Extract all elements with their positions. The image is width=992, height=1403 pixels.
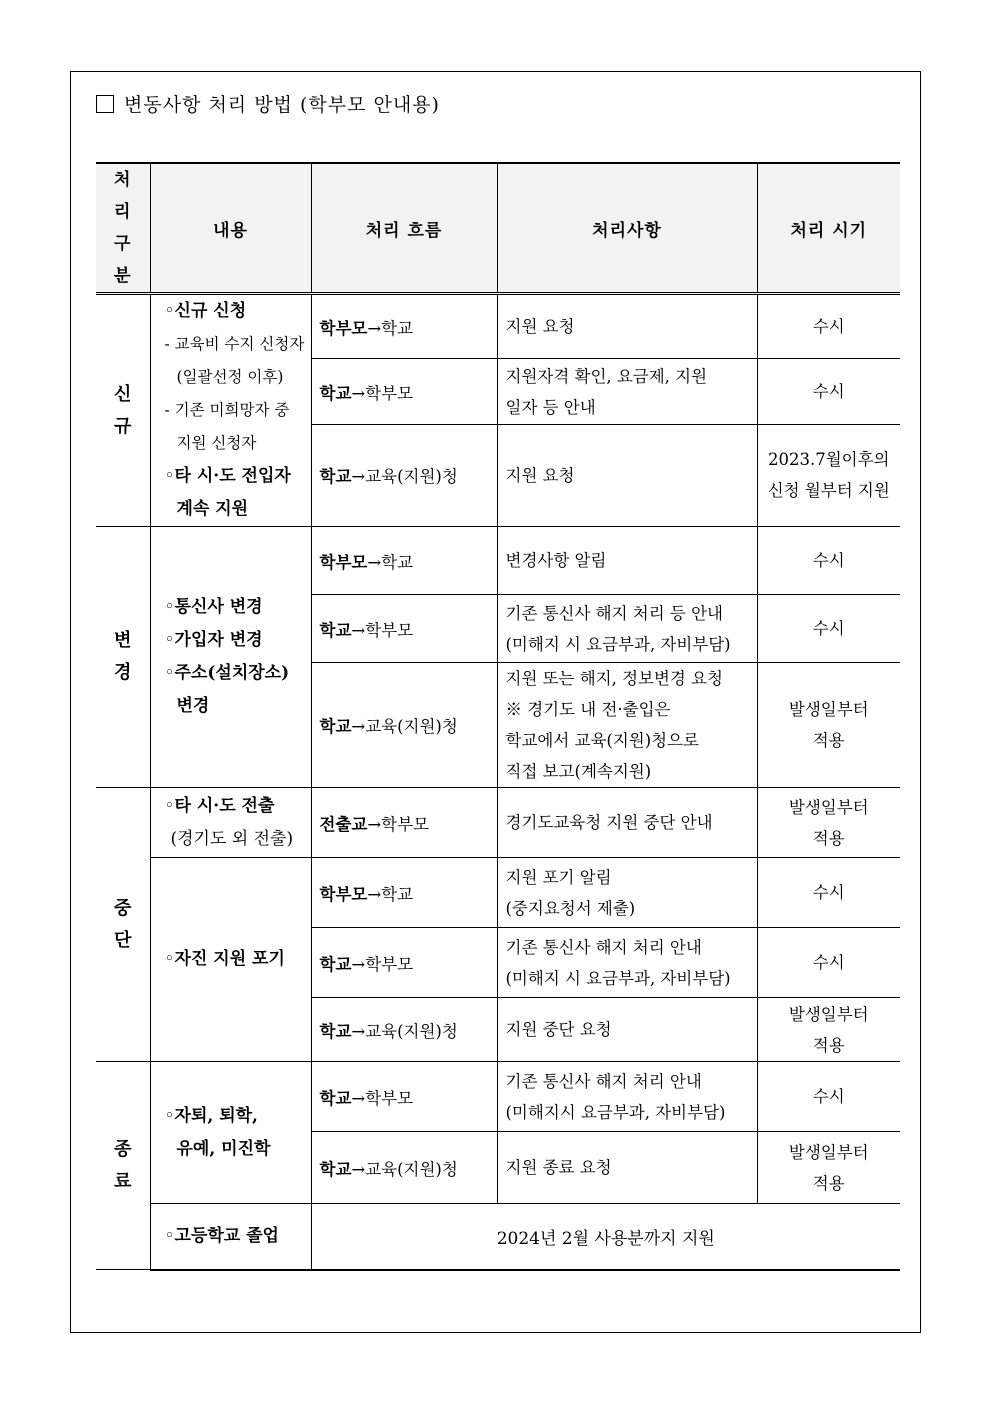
category-char: 경 — [114, 662, 132, 683]
category-change — [96, 527, 150, 788]
item-line: 지원 요청 — [505, 465, 575, 485]
flow-to: →학부모 — [351, 620, 414, 640]
time-line: 수시 — [812, 883, 845, 902]
item-line: 일자 등 안내 — [505, 397, 596, 417]
content-end-graduation — [150, 1204, 311, 1270]
category-char: 중 — [114, 897, 132, 919]
flow-cell — [311, 424, 497, 526]
table-row — [96, 527, 900, 595]
item-cell — [497, 788, 757, 858]
time-line: 수시 — [812, 1087, 845, 1106]
time-cell — [757, 294, 900, 359]
item-line: 변경사항 알림 — [505, 551, 607, 570]
time-cell — [757, 788, 900, 858]
content-line: 유예, 미진학 — [176, 1138, 271, 1159]
category-stop — [96, 788, 150, 1062]
flow-to: →교육(지원)청 — [351, 467, 458, 487]
content-line: 계속 지원 — [176, 499, 249, 519]
category-char: 규 — [114, 415, 132, 437]
flow-to: →학교 — [367, 552, 414, 572]
item-line: ※ 경기도 내 전·출입은 — [505, 700, 671, 719]
content-line: 변경 — [176, 696, 210, 716]
content-line: ◦주소(설치장소) — [164, 663, 290, 683]
time-cell — [757, 663, 900, 788]
flow-from: 전출교 — [319, 814, 368, 834]
time-line: 적용 — [812, 1035, 845, 1055]
table-row — [96, 294, 900, 359]
item-line: 학교에서 교육(지원)청으로 — [505, 731, 699, 750]
time-cell — [757, 1062, 900, 1132]
flow-from: 학교 — [319, 1021, 352, 1041]
item-line: 지원 종료 요청 — [505, 1158, 612, 1177]
change-process-table — [96, 162, 900, 1271]
item-cell — [497, 527, 757, 595]
flow-cell — [311, 527, 497, 595]
item-line: (미해지 시 요금부과, 자비부담) — [505, 968, 731, 988]
time-cell — [757, 1132, 900, 1204]
flow-from: 학부모 — [319, 884, 368, 904]
header-time: 처리 시기 — [757, 163, 900, 294]
item-cell — [497, 928, 757, 998]
content-line: 지원 신청자 — [176, 434, 257, 452]
category-char: 신 — [114, 383, 132, 405]
time-line: 2023.7월이후의 — [768, 450, 890, 470]
flow-cell — [311, 663, 497, 788]
table-row — [96, 1062, 900, 1132]
item-cell — [497, 1132, 757, 1204]
time-cell — [757, 998, 900, 1062]
item-line: (미해지시 요금부과, 자비부담) — [505, 1102, 726, 1122]
checkbox-square-icon — [96, 95, 114, 113]
flow-from: 학교 — [319, 620, 352, 640]
flow-cell — [311, 595, 497, 663]
content-change — [150, 527, 311, 788]
document-title — [96, 90, 440, 117]
category-char: 종 — [114, 1138, 132, 1160]
item-cell — [497, 998, 757, 1062]
content-end-dropout — [150, 1062, 311, 1204]
content-stop-transfer — [150, 788, 311, 858]
item-line: 지원자격 확인, 요금제, 지원 — [505, 366, 708, 386]
time-line: 적용 — [812, 731, 845, 750]
content-line: ◦타 시·도 전출 — [164, 795, 275, 816]
flow-cell — [311, 928, 497, 998]
flow-from: 학부모 — [319, 318, 368, 338]
time-line: 발생일부터 — [788, 1004, 869, 1024]
time-line: 발생일부터 — [788, 1142, 869, 1162]
flow-to: →학부모 — [351, 383, 414, 403]
flow-cell — [311, 359, 497, 424]
flow-cell — [311, 858, 497, 928]
graduation-note: 2024년 2월 사용분까지 지원 — [311, 1204, 900, 1270]
time-cell — [757, 527, 900, 595]
header-category-char: 리 — [114, 202, 132, 222]
item-line: 지원 요청 — [505, 317, 575, 337]
table-row — [96, 1204, 900, 1270]
category-end — [96, 1062, 150, 1270]
flow-to: →교육(지원)청 — [351, 717, 458, 736]
flow-from: 학교 — [319, 954, 352, 974]
flow-cell — [311, 1132, 497, 1204]
header-category-char: 구 — [114, 234, 132, 254]
flow-cell — [311, 788, 497, 858]
time-cell — [757, 424, 900, 526]
item-line: 지원 또는 해지, 정보변경 요청 — [505, 669, 723, 688]
flow-to: →학부모 — [351, 954, 414, 974]
content-line: - 기존 미희망자 중 — [164, 401, 290, 419]
item-cell — [497, 858, 757, 928]
flow-to: →교육(지원)청 — [351, 1021, 458, 1041]
header-content: 내용 — [150, 163, 311, 294]
content-line: ◦신규 신청 — [164, 301, 247, 321]
time-line: 수시 — [812, 382, 845, 402]
item-line: 지원 포기 알림 — [505, 867, 612, 887]
item-cell — [497, 1062, 757, 1132]
flow-from: 학교 — [319, 467, 352, 487]
header-category-char: 처 — [114, 170, 132, 190]
flow-cell — [311, 998, 497, 1062]
header-flow: 처리 흐름 — [311, 163, 497, 294]
content-line: ◦가입자 변경 — [164, 630, 263, 650]
content-line: ◦자진 지원 포기 — [164, 949, 285, 969]
category-char: 변 — [114, 630, 132, 651]
item-cell — [497, 663, 757, 788]
flow-from: 학교 — [319, 717, 352, 736]
category-char: 단 — [114, 929, 132, 951]
time-cell — [757, 928, 900, 998]
item-line: 기존 통신사 해지 처리 안내 — [505, 1071, 702, 1091]
time-cell — [757, 858, 900, 928]
time-line: 수시 — [812, 953, 845, 972]
content-line: ◦자퇴, 퇴학, — [164, 1105, 258, 1126]
time-line: 적용 — [812, 1173, 845, 1193]
category-new — [96, 294, 150, 527]
flow-from: 학부모 — [319, 552, 368, 572]
item-line: 경기도교육청 지원 중단 안내 — [505, 813, 713, 832]
header-category — [96, 163, 150, 294]
item-line: 기존 통신사 해지 처리 안내 — [505, 937, 702, 957]
content-line: ◦타 시·도 전입자 — [164, 466, 291, 486]
header-item: 처리사항 — [497, 163, 757, 294]
item-cell — [497, 595, 757, 663]
time-line: 적용 — [812, 828, 845, 848]
flow-from: 학교 — [319, 1088, 352, 1108]
item-line: 직접 보고(계속지원) — [505, 762, 652, 781]
flow-to: →교육(지원)청 — [351, 1159, 458, 1179]
item-line: 기존 통신사 해지 처리 등 안내 — [505, 603, 723, 623]
item-cell — [497, 359, 757, 424]
time-line: 수시 — [812, 551, 845, 570]
content-line: (경기도 외 전출) — [170, 828, 294, 849]
category-char: 료 — [114, 1170, 132, 1192]
flow-from: 학교 — [319, 1159, 352, 1179]
table-row — [96, 788, 900, 858]
content-line: ◦고등학교 졸업 — [164, 1225, 279, 1246]
item-cell — [497, 424, 757, 526]
time-line: 수시 — [812, 619, 845, 638]
item-line: (미해지 시 요금부과, 자비부담) — [505, 634, 731, 654]
flow-cell — [311, 1062, 497, 1132]
title-text: 변동사항 처리 방법 (학부모 안내용) — [124, 94, 440, 116]
content-new — [150, 294, 311, 527]
flow-to: →학교 — [367, 884, 414, 904]
content-line: (일괄선정 이후) — [176, 368, 284, 386]
item-line: 지원 중단 요청 — [505, 1020, 612, 1039]
time-line: 발생일부터 — [788, 700, 869, 719]
flow-to: →학교 — [367, 318, 414, 338]
time-cell — [757, 595, 900, 663]
flow-to: →학부모 — [367, 814, 429, 834]
time-cell — [757, 359, 900, 424]
time-line: 신청 월부터 지원 — [767, 481, 890, 501]
flow-cell — [311, 294, 497, 359]
content-line: - 교육비 수지 신청자 — [164, 335, 305, 353]
item-line: (중지요청서 제출) — [505, 898, 636, 918]
time-line: 수시 — [812, 317, 845, 337]
content-line: ◦통신사 변경 — [164, 597, 263, 617]
item-cell — [497, 294, 757, 359]
time-line: 발생일부터 — [788, 797, 869, 817]
flow-to: →학부모 — [351, 1088, 414, 1108]
table-row — [96, 858, 900, 928]
table-header-row — [96, 163, 900, 294]
flow-from: 학교 — [319, 383, 352, 403]
content-stop-giveup — [150, 858, 311, 1062]
header-category-char: 분 — [114, 266, 132, 286]
